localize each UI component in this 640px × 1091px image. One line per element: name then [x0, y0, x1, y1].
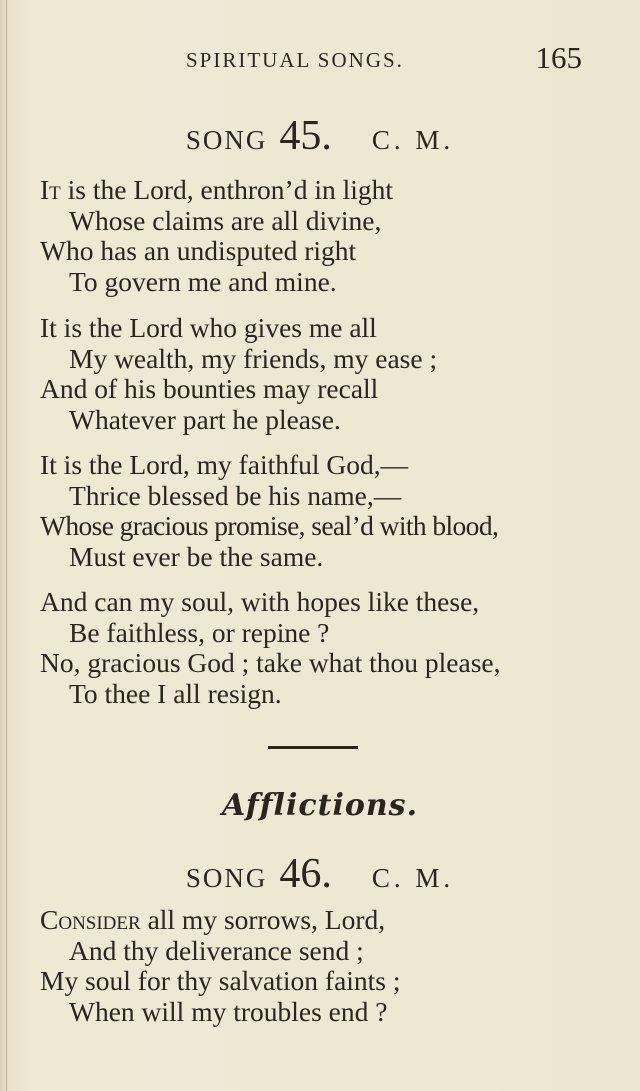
page-gutter-edge: [6, 0, 7, 1091]
running-head: SPIRITUAL SONGS.: [186, 48, 404, 72]
song-45-stanza-3: [40, 450, 620, 572]
page-number: 165: [535, 40, 582, 75]
section-divider: [268, 746, 358, 749]
verse-line: And can my soul, with hopes like these,: [40, 586, 480, 617]
section-title: Afflictions.: [221, 788, 419, 823]
verse-line: Thrice blessed be his name,—: [69, 479, 402, 511]
song-label: SONG: [185, 863, 268, 893]
verse-line: My wealth, my friends, my ease ;: [69, 342, 438, 374]
verse-line-rest: all my sorrows, Lord,: [140, 904, 386, 935]
song-45-stanza-1: [40, 175, 620, 297]
verse-line-rest: is the Lord, enthron’d in light: [60, 174, 394, 205]
verse-line: When will my troubles end ?: [69, 995, 388, 1027]
drop-word: Consider: [40, 904, 141, 935]
verse-line: To govern me and mine.: [69, 265, 337, 297]
verse-line: Who has an undisputed right: [40, 235, 357, 266]
song-46-stanza-1: [40, 905, 620, 1027]
song-meter: C. M.: [371, 863, 455, 893]
verse-line: And thy deliverance send ;: [69, 934, 364, 966]
song-46-heading: [0, 850, 640, 898]
song-45-stanza-2: [40, 313, 620, 435]
song-number: 46.: [279, 851, 332, 897]
verse-line: And of his bounties may recall: [40, 373, 379, 404]
song-label: SONG: [185, 125, 268, 155]
verse-line: It is the Lord, my faithful God,—: [40, 449, 409, 480]
verse-line: Whose claims are all divine,: [69, 204, 382, 236]
verse-line: Whose gracious promise, seal’d with blood,: [40, 510, 499, 541]
verse-line: No, gracious God ; take what thou please,: [40, 647, 501, 678]
drop-word: It: [40, 174, 61, 205]
verse-line: [40, 905, 620, 936]
song-number: 45.: [279, 113, 332, 159]
verse-line: To thee I all resign.: [69, 677, 282, 709]
verse-line: Must ever be the same.: [69, 540, 324, 572]
verse-line: It is the Lord who gives me all: [40, 312, 377, 343]
song-45-stanza-4: [40, 587, 620, 709]
verse-line: My soul for thy salvation faints ;: [40, 965, 401, 996]
verse-line: Be faithless, or repine ?: [69, 616, 330, 648]
verse-line: [40, 175, 620, 206]
verse-line: Whatever part he please.: [69, 403, 341, 435]
song-meter: C. M.: [371, 125, 455, 155]
song-45-heading: [0, 112, 640, 160]
